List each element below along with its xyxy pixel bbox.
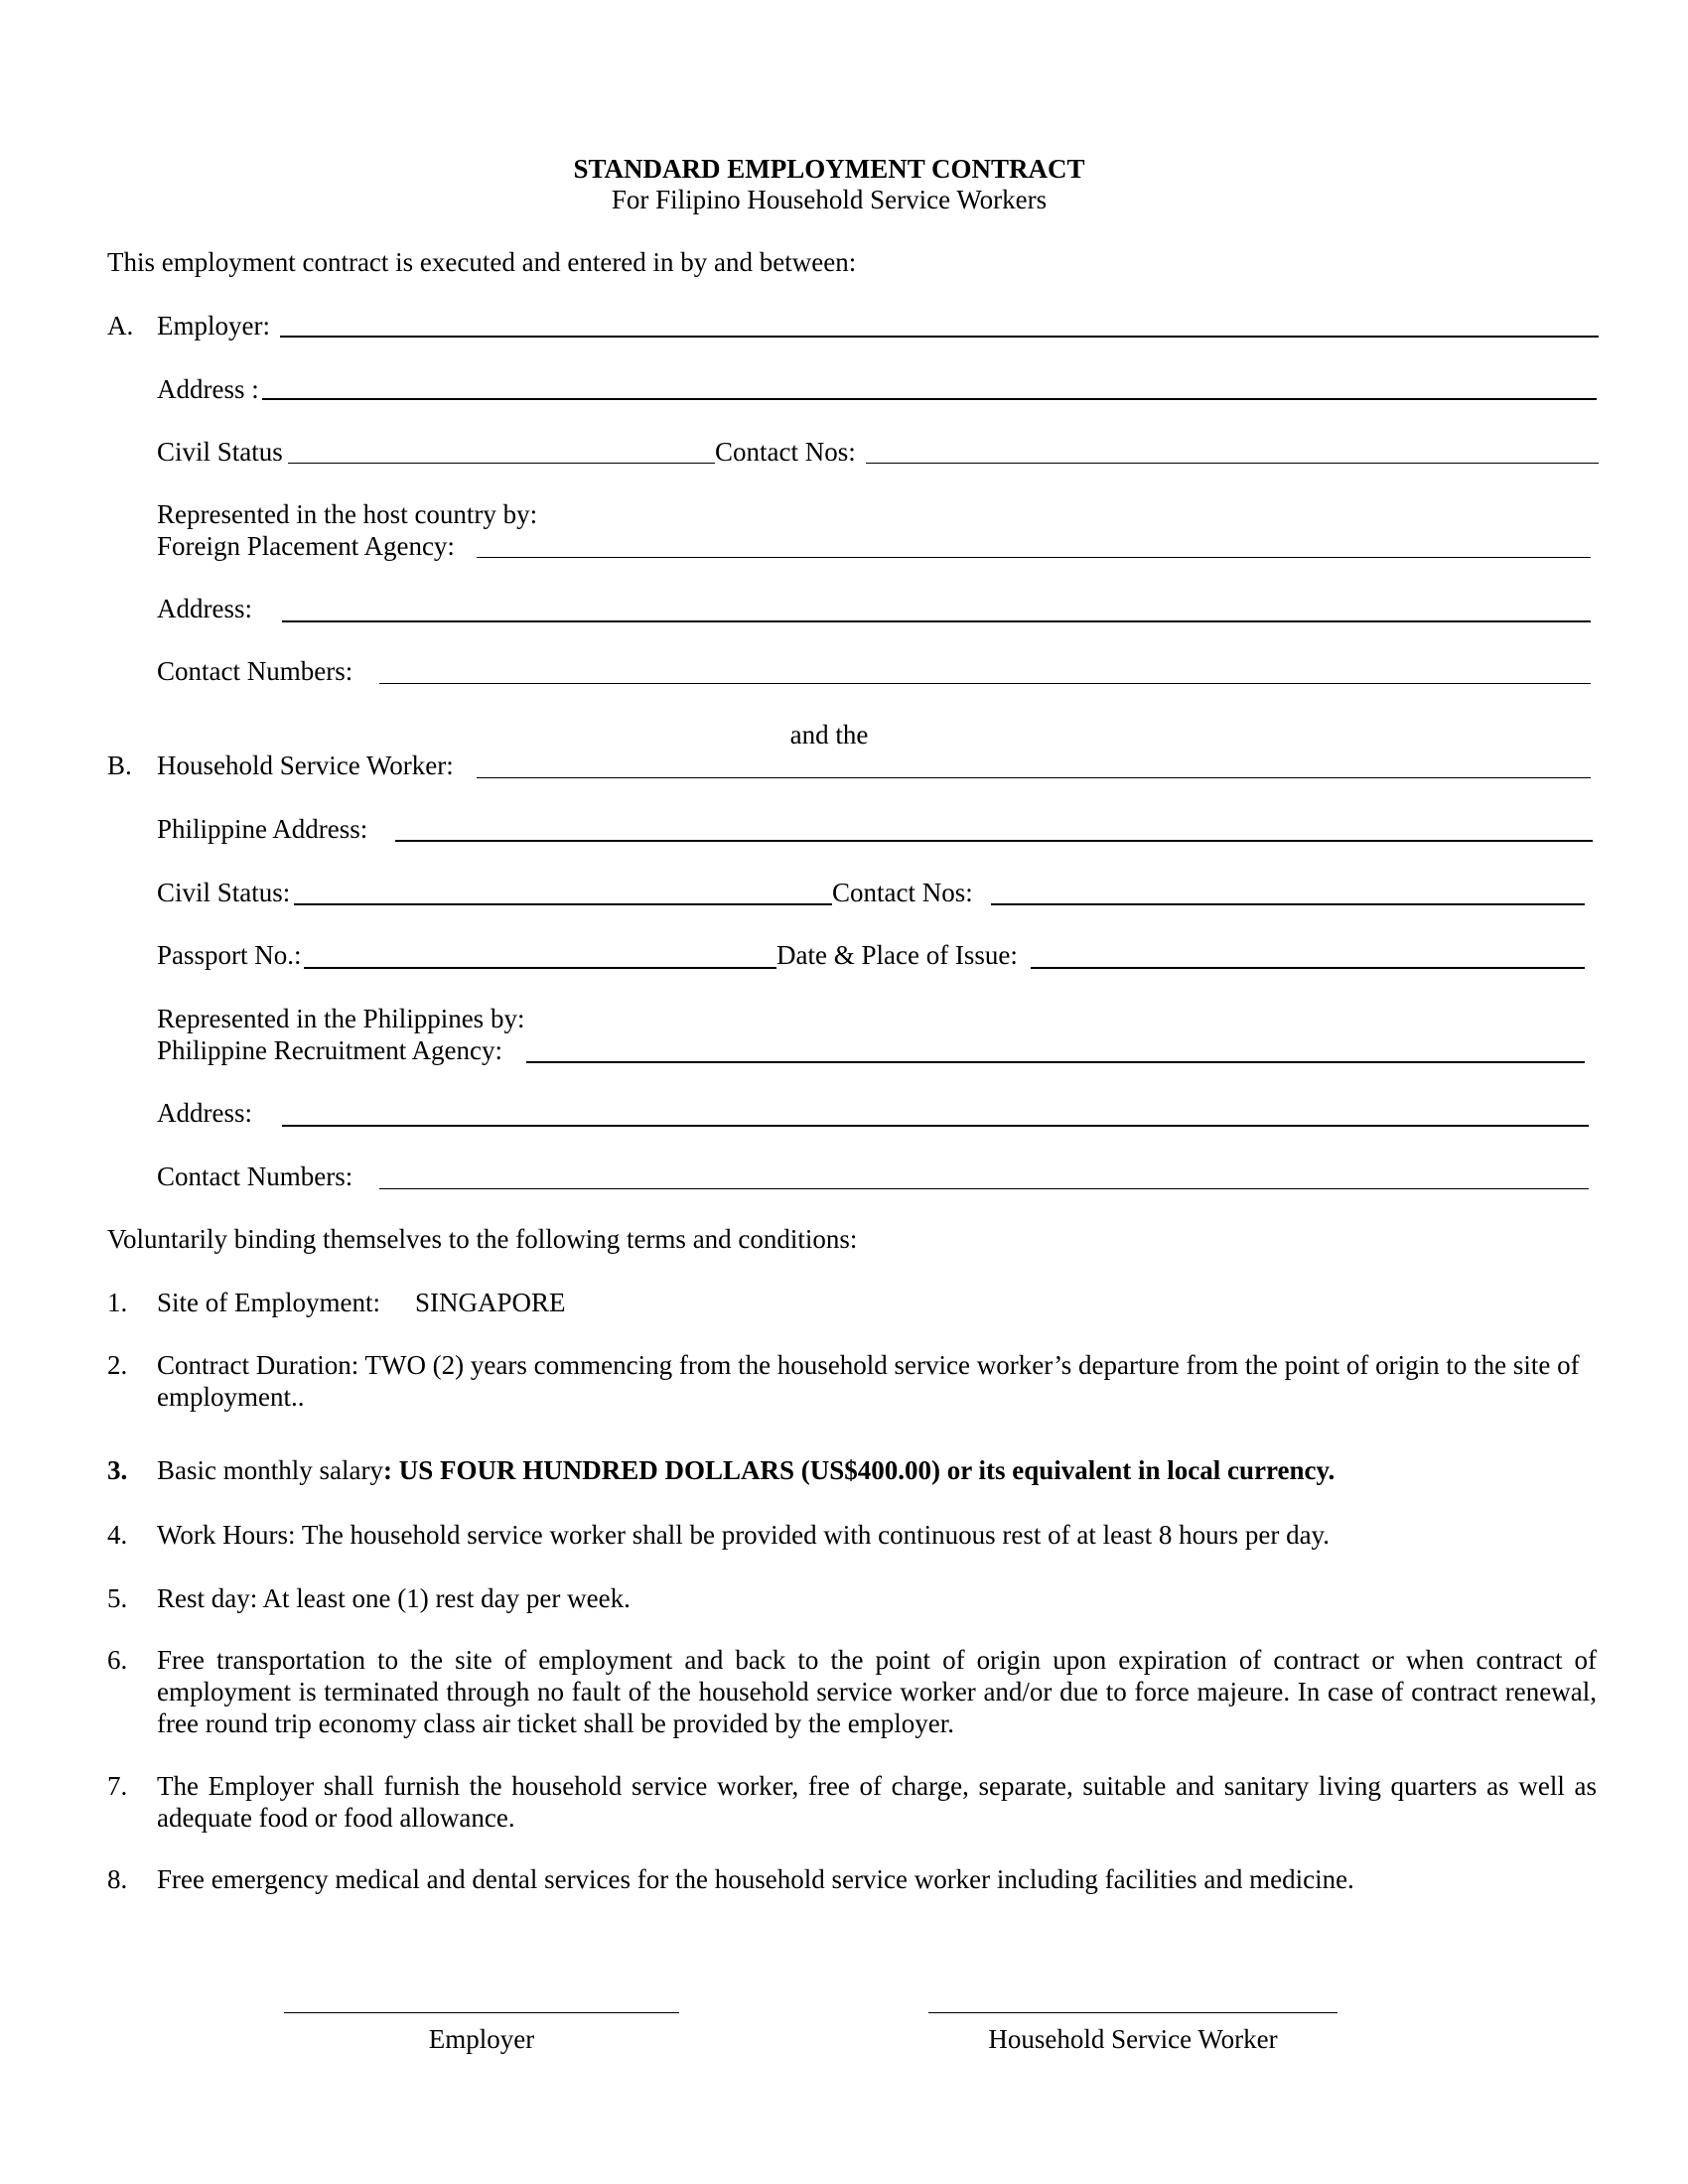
term-living-quarters: The Employer shall furnish the household service worker, free of charge, separate, suitable and sanitary living quarters as well as adequate food or food allowance. [157,1771,1597,1833]
term-number: 5. [107,1583,128,1613]
worker-signature-label: Household Service Worker [988,2024,1278,2054]
and-the-text: and the [789,720,869,750]
worker-civil-status-field[interactable] [294,903,832,905]
ph-agency-label: Philippine Recruitment Agency: [157,1035,502,1065]
employer-field[interactable] [280,336,1599,338]
term-contract-duration: Contract Duration: TWO (2) years commencing from the household service worker’s departure from the point of origin to the site of employment.. [157,1350,1580,1412]
worker-contact-nos-field[interactable] [991,903,1585,905]
passport-label: Passport No.: [157,940,302,970]
salary-value: : US FOUR HUNDRED DOLLARS (US$400.00) or its equivalent in local currency. [382,1455,1336,1485]
foreign-agency-address-label: Address: [157,594,252,623]
ph-address-label: Philippine Address: [157,814,368,844]
employer-civil-status-field[interactable] [288,463,715,464]
passport-field[interactable] [304,967,776,969]
ph-agency-contact-label: Contact Numbers: [157,1161,353,1191]
site-of-employment-value: SINGAPORE [415,1288,566,1317]
document-subtitle: For Filipino Household Service Workers [611,185,1048,214]
document-title: STANDARD EMPLOYMENT CONTRACT [573,154,1085,184]
worker-civil-status-label: Civil Status: [157,878,291,907]
employer-signature-line[interactable] [284,2012,679,2013]
terms-intro: Voluntarily binding themselves to the following terms and conditions: [107,1224,858,1254]
employer-address-label: Address : [157,374,259,404]
ph-agency-field[interactable] [526,1061,1585,1063]
foreign-agency-field[interactable] [477,557,1591,558]
issue-field[interactable] [1031,967,1585,969]
term-transportation: Free transportation to the site of employment and back to the point of origin upon expiration of contract or when contract of employment is terminated through no fault of the household service worker and/or due to force majeure. In case of contract renewal, free round trip economy class air ticket shall be provided by the employer. [157,1645,1597,1738]
issue-label: Date & Place of Issue: [776,940,1018,970]
section-a-marker: A. [107,311,134,341]
term-number: 1. [107,1288,128,1317]
worker-label: Household Service Worker: [157,751,454,780]
term-work-hours: Work Hours: The household service worker shall be provided with continuous rest of at least 8 hours per day. [157,1520,1331,1550]
worker-field[interactable] [477,777,1591,778]
represented-ph-label: Represented in the Philippines by: [157,1004,525,1033]
site-of-employment-label: Site of Employment: [157,1288,380,1317]
ph-address-field[interactable] [395,840,1593,842]
employer-contact-nos-label: Contact Nos: [715,437,856,467]
employer-civil-status-label: Civil Status [157,437,283,467]
term-rest-day: Rest day: At least one (1) rest day per week. [157,1583,631,1613]
foreign-agency-address-field[interactable] [282,620,1591,622]
section-b-marker: B. [107,751,132,780]
term-number: 4. [107,1520,128,1550]
term-number: 2. [107,1350,128,1380]
ph-agency-address-field[interactable] [282,1125,1589,1127]
foreign-agency-contact-label: Contact Numbers: [157,656,353,686]
worker-signature-line[interactable] [928,2012,1337,2013]
employer-label: Employer: [157,311,270,341]
foreign-agency-contact-field[interactable] [379,683,1591,684]
term-number: 7. [107,1771,128,1801]
salary-label: Basic monthly salary [157,1455,383,1485]
term-number: 8. [107,1864,128,1894]
employer-address-field[interactable] [262,398,1597,400]
foreign-agency-label: Foreign Placement Agency: [157,531,455,561]
term-number: 6. [107,1645,128,1675]
represented-host-label: Represented in the host country by: [157,499,538,529]
term-medical: Free emergency medical and dental services for the household service worker including facilities and medicine. [157,1864,1354,1894]
term-number: 3. [107,1455,128,1485]
employer-contact-nos-field[interactable] [866,463,1599,464]
intro-text: This employment contract is executed and entered in by and between: [107,247,857,277]
ph-agency-contact-field[interactable] [379,1188,1589,1189]
ph-agency-address-label: Address: [157,1098,252,1128]
employer-signature-label: Employer [428,2024,535,2054]
term-salary [157,1454,1335,1486]
worker-contact-nos-label: Contact Nos: [832,878,973,907]
